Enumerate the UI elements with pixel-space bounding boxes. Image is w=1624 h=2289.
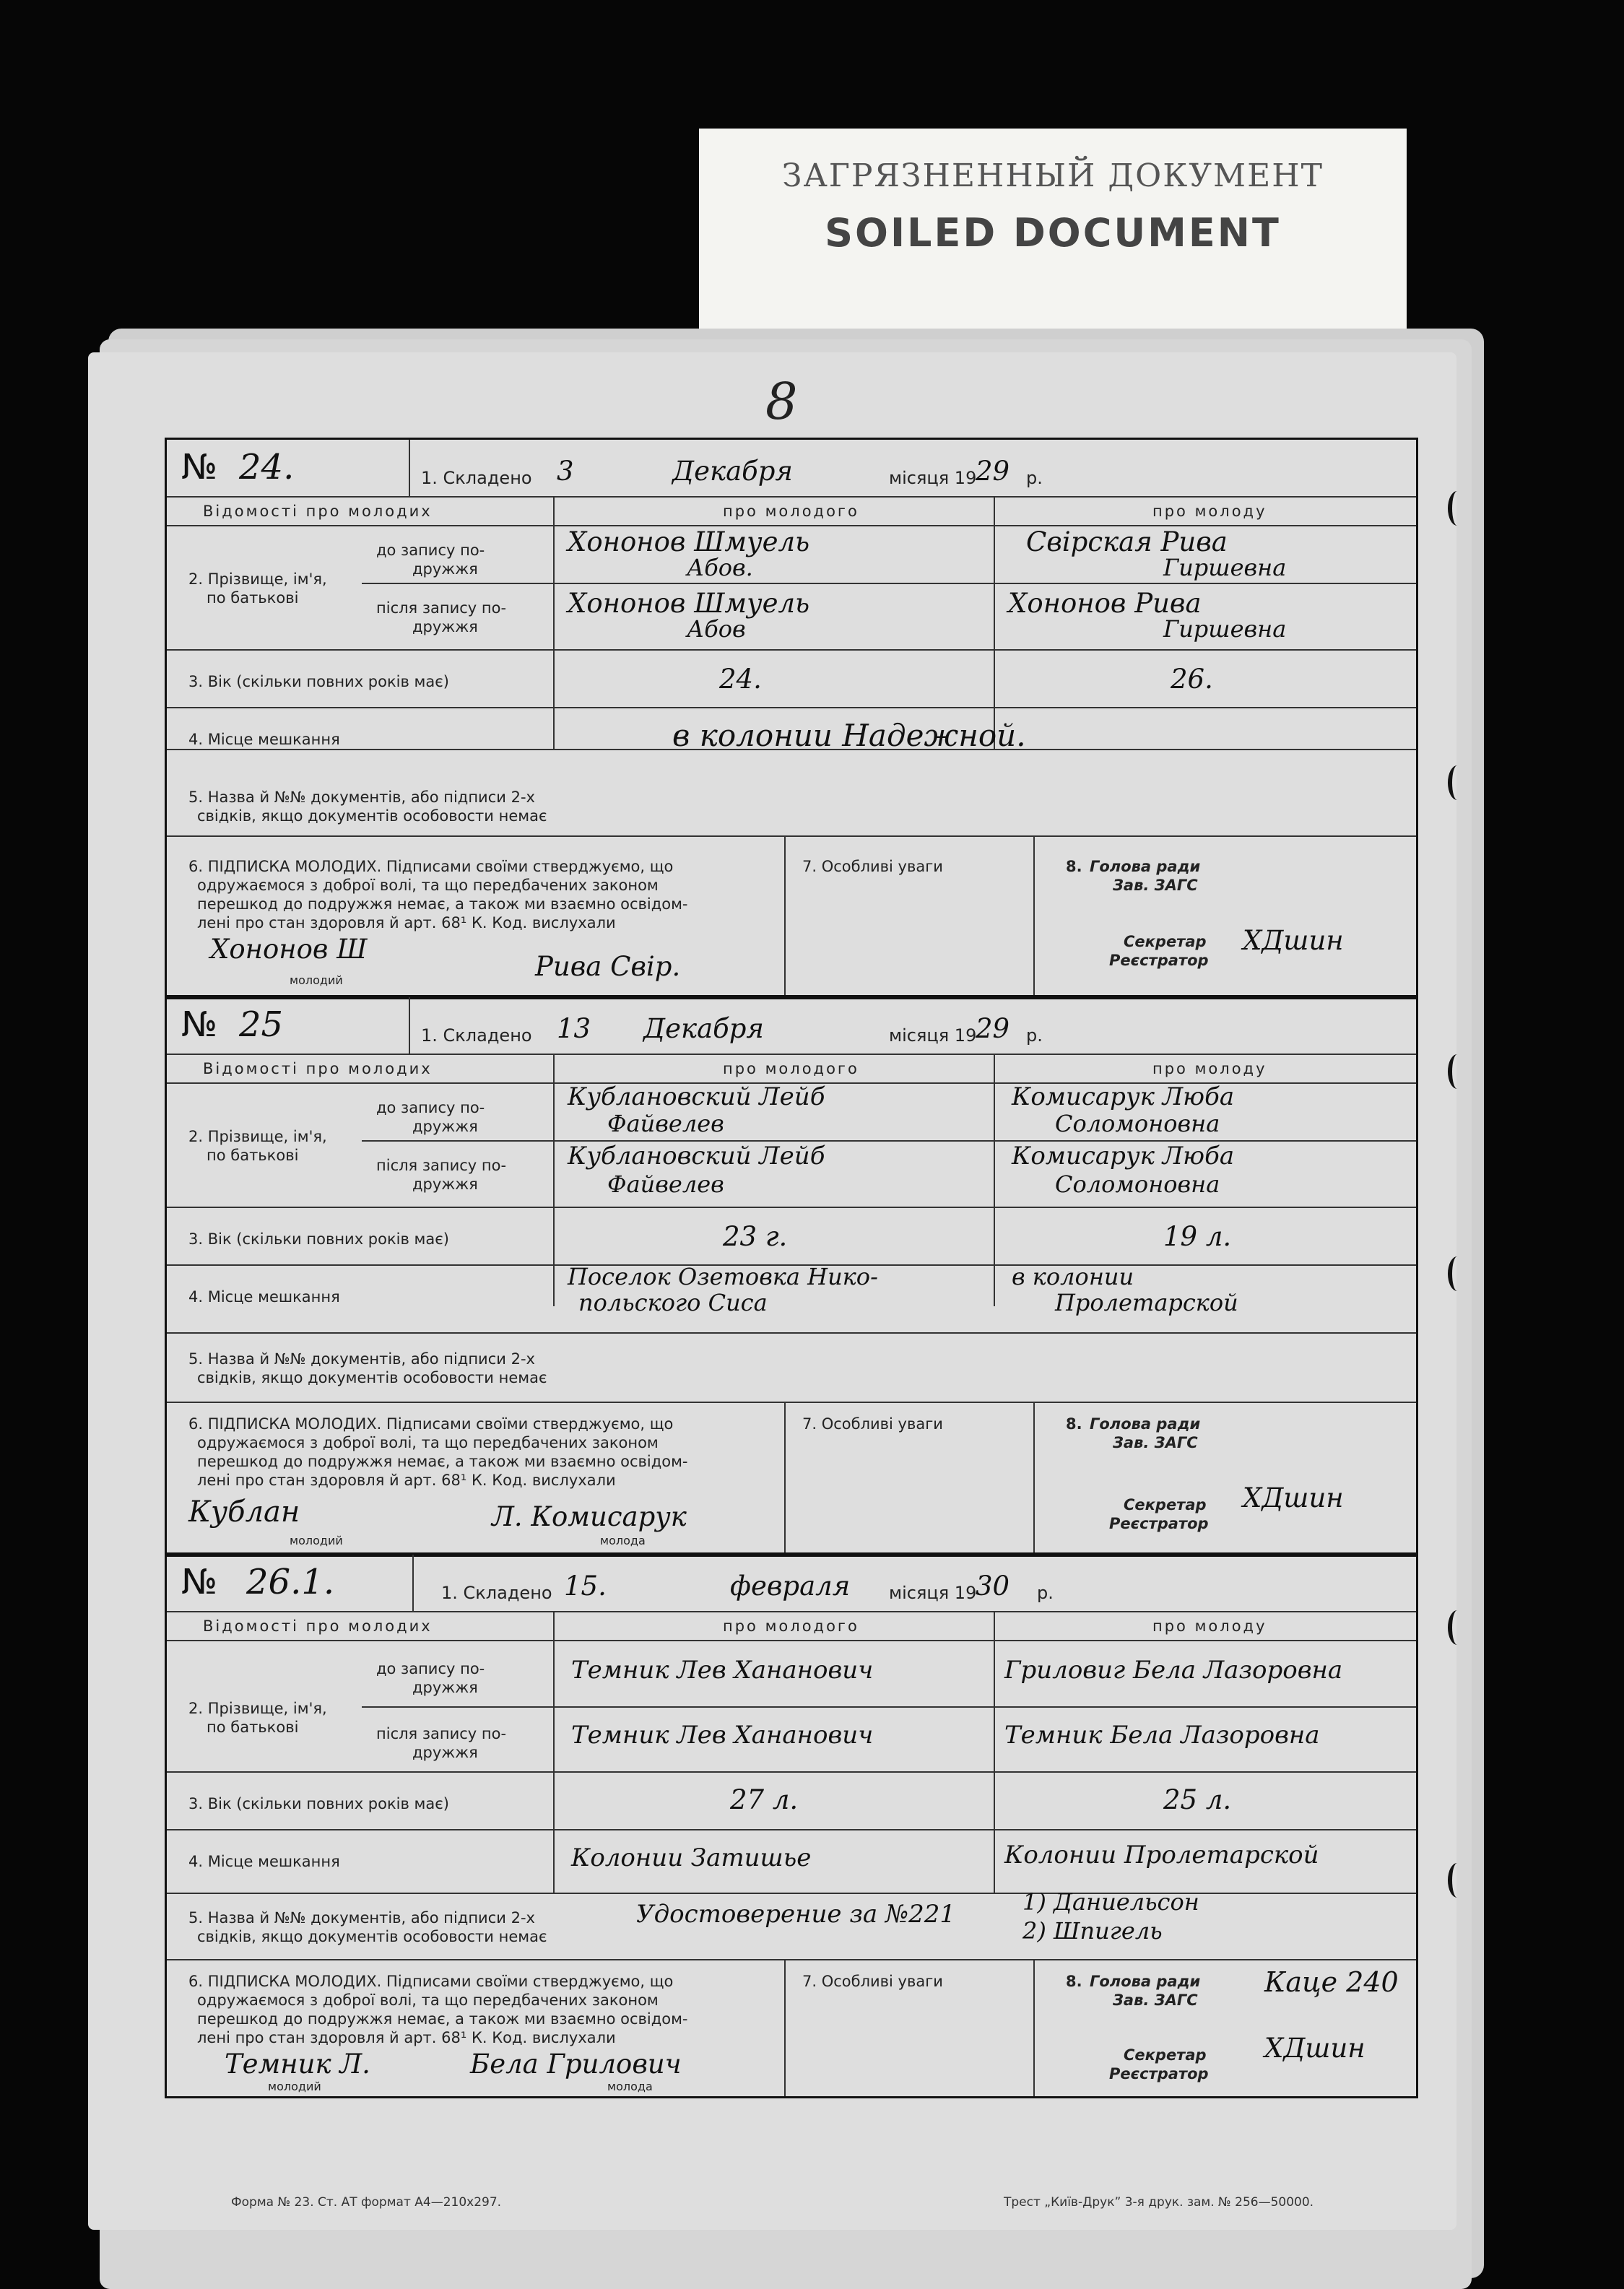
secretary-signature: ХДшин: [1264, 2033, 1365, 2064]
binding-notch: [1448, 1610, 1467, 1645]
label-en: SOILED DOCUMENT: [825, 210, 1281, 256]
groom-signature: Темник Л.: [225, 2049, 370, 2080]
form-footer-right: Трест „Київ-Друк” 3-я друк. зам. № 256—50000.: [1004, 2195, 1314, 2210]
binding-notch: [1448, 1863, 1467, 1898]
label-ru: ЗАГРЯЗНЕННЫЙ ДОКУМЕНТ: [782, 157, 1324, 194]
page-number: 8: [765, 372, 798, 431]
head-signature: Каце 240: [1264, 1966, 1399, 1998]
record-number: 25: [239, 1004, 284, 1045]
bride-signature: Л. Комисарук: [492, 1501, 687, 1532]
binding-notch: [1448, 765, 1467, 800]
documents-entry: Удостоверение за №221: [636, 1900, 956, 1929]
record-number: 24.: [239, 447, 295, 487]
marriage-record: № 24. 1. Складено 3 Декабря місяця 19 29 р. Відомості про молодих про молодого про молоду 2. Прізвище, ім'я, по батькові до запису по- дружжя після запису по- дружжя Хононов Шмуель Абов. Хононов Шмуель Абов Свірская Рива Гиршевна Хононов Рива Гиршевна 3. Вік (скільки повних років має) 24. 26. 4. Місце мешкання в колонии Надежной. 5. Назва й №№ документів, або підписи 2-х свідків, якщо документів особовости немає 6. ПІДПИСКА МОЛОДИХ. Підписами своїми стверджуємо, що одружаємося з доброї волі, та що передбачених законом перешкод до подружжя немає, а також ми взаємно освідом- лені про стан здоровля й арт. 68¹ К. Код. вислухали Хононов Ш Рива Свір. молодий 7. Особливі уваги 8. Голова ради Зав. ЗАГС Секретар Реєстратор ХДшин: [165, 438, 1418, 999]
marriage-record: № 26.1. 1. Складено 15. февраля місяця 19 30 р. Відомості про молодих про молодого про молоду 2. Прізвище, ім'я, по батькові до запису по- дружжя після запису по- дружжя Темник Лев Хананович Темник Лев Хананович Гриловиг Бела Лазоровна Темник Бела Лазоровна 3. Вік (скільки повних років має) 27 л. 25 л. 4. Місце мешкання Колонии Затишье Колонии Пролетарской 5. Назва й №№ документів, або підписи 2-х свідків, якщо документів особовости немає Удостоверение за №221 1) Даниельсон 2) Шпигель 6. ПІДПИСКА МОЛОДИХ. Підписами своїми стверджуємо, що одружаємося з доброї волі, та що передбачених законом перешкод до подружжя немає, а також ми взаємно освідом- лені про стан здоровля й арт. 68¹ К. Код. вислухали Темник Л. Бела Грилович молодий молода 7. Особливі уваги 8. Голова ради Зав. ЗАГС Каце 240 Секретар Реєстратор ХДшин: [165, 1552, 1418, 2098]
binding-notch: [1448, 1054, 1467, 1089]
marriage-record: № 25 1. Складено 13 Декабря місяця 19 29 р. Відомості про молодих про молодого про молоду 2. Прізвище, ім'я, по батькові до запису по- дружжя після запису по- дружжя Кублановский Лейб Файвелев Кублановский Лейб Файвелев Комисарук Люба Соломоновна Комисарук Люба Соломоновна 3. Вік (скільки повних років має) 23 г. 19 л. 4. Місце мешкання Поселок Озетовка Нико- польского Сиса в колонии Пролетарской 5. Назва й №№ документів, або підписи 2-х свідків, якщо документів особовости немає 6. ПІДПИСКА МОЛОДИХ. Підписами своїми стверджуємо, що одружаємося з доброї волі, та що передбачених законом перешкод до подружжя немає, а також ми взаємно освідом- лені про стан здоровля й арт. 68¹ К. Код. вислухали Кублан Л. Комисарук молодий молода 7. Особливі уваги 8. Голова ради Зав. ЗАГС Секретар Реєстратор ХДшин: [165, 995, 1418, 1557]
record-number: 26.1.: [246, 1562, 335, 1602]
binding-notch: [1448, 1256, 1467, 1291]
bride-signature: Бела Грилович: [470, 2049, 682, 2080]
witness-1: 1) Даниельсон: [1022, 1888, 1199, 1916]
form-footer-left: Форма № 23. Ст. АТ формат А4—210х297.: [231, 2195, 502, 2210]
soiled-document-label: [699, 129, 1407, 338]
groom-signature: Хононов Ш: [210, 934, 368, 965]
secretary-signature: ХДшин: [1243, 925, 1344, 956]
bride-signature: Рива Свір.: [535, 951, 681, 982]
binding-notch: [1448, 491, 1467, 526]
groom-signature: Кублан: [188, 1495, 300, 1529]
secretary-signature: ХДшин: [1243, 1482, 1344, 1513]
witness-2: 2) Шпигель: [1022, 1917, 1163, 1945]
